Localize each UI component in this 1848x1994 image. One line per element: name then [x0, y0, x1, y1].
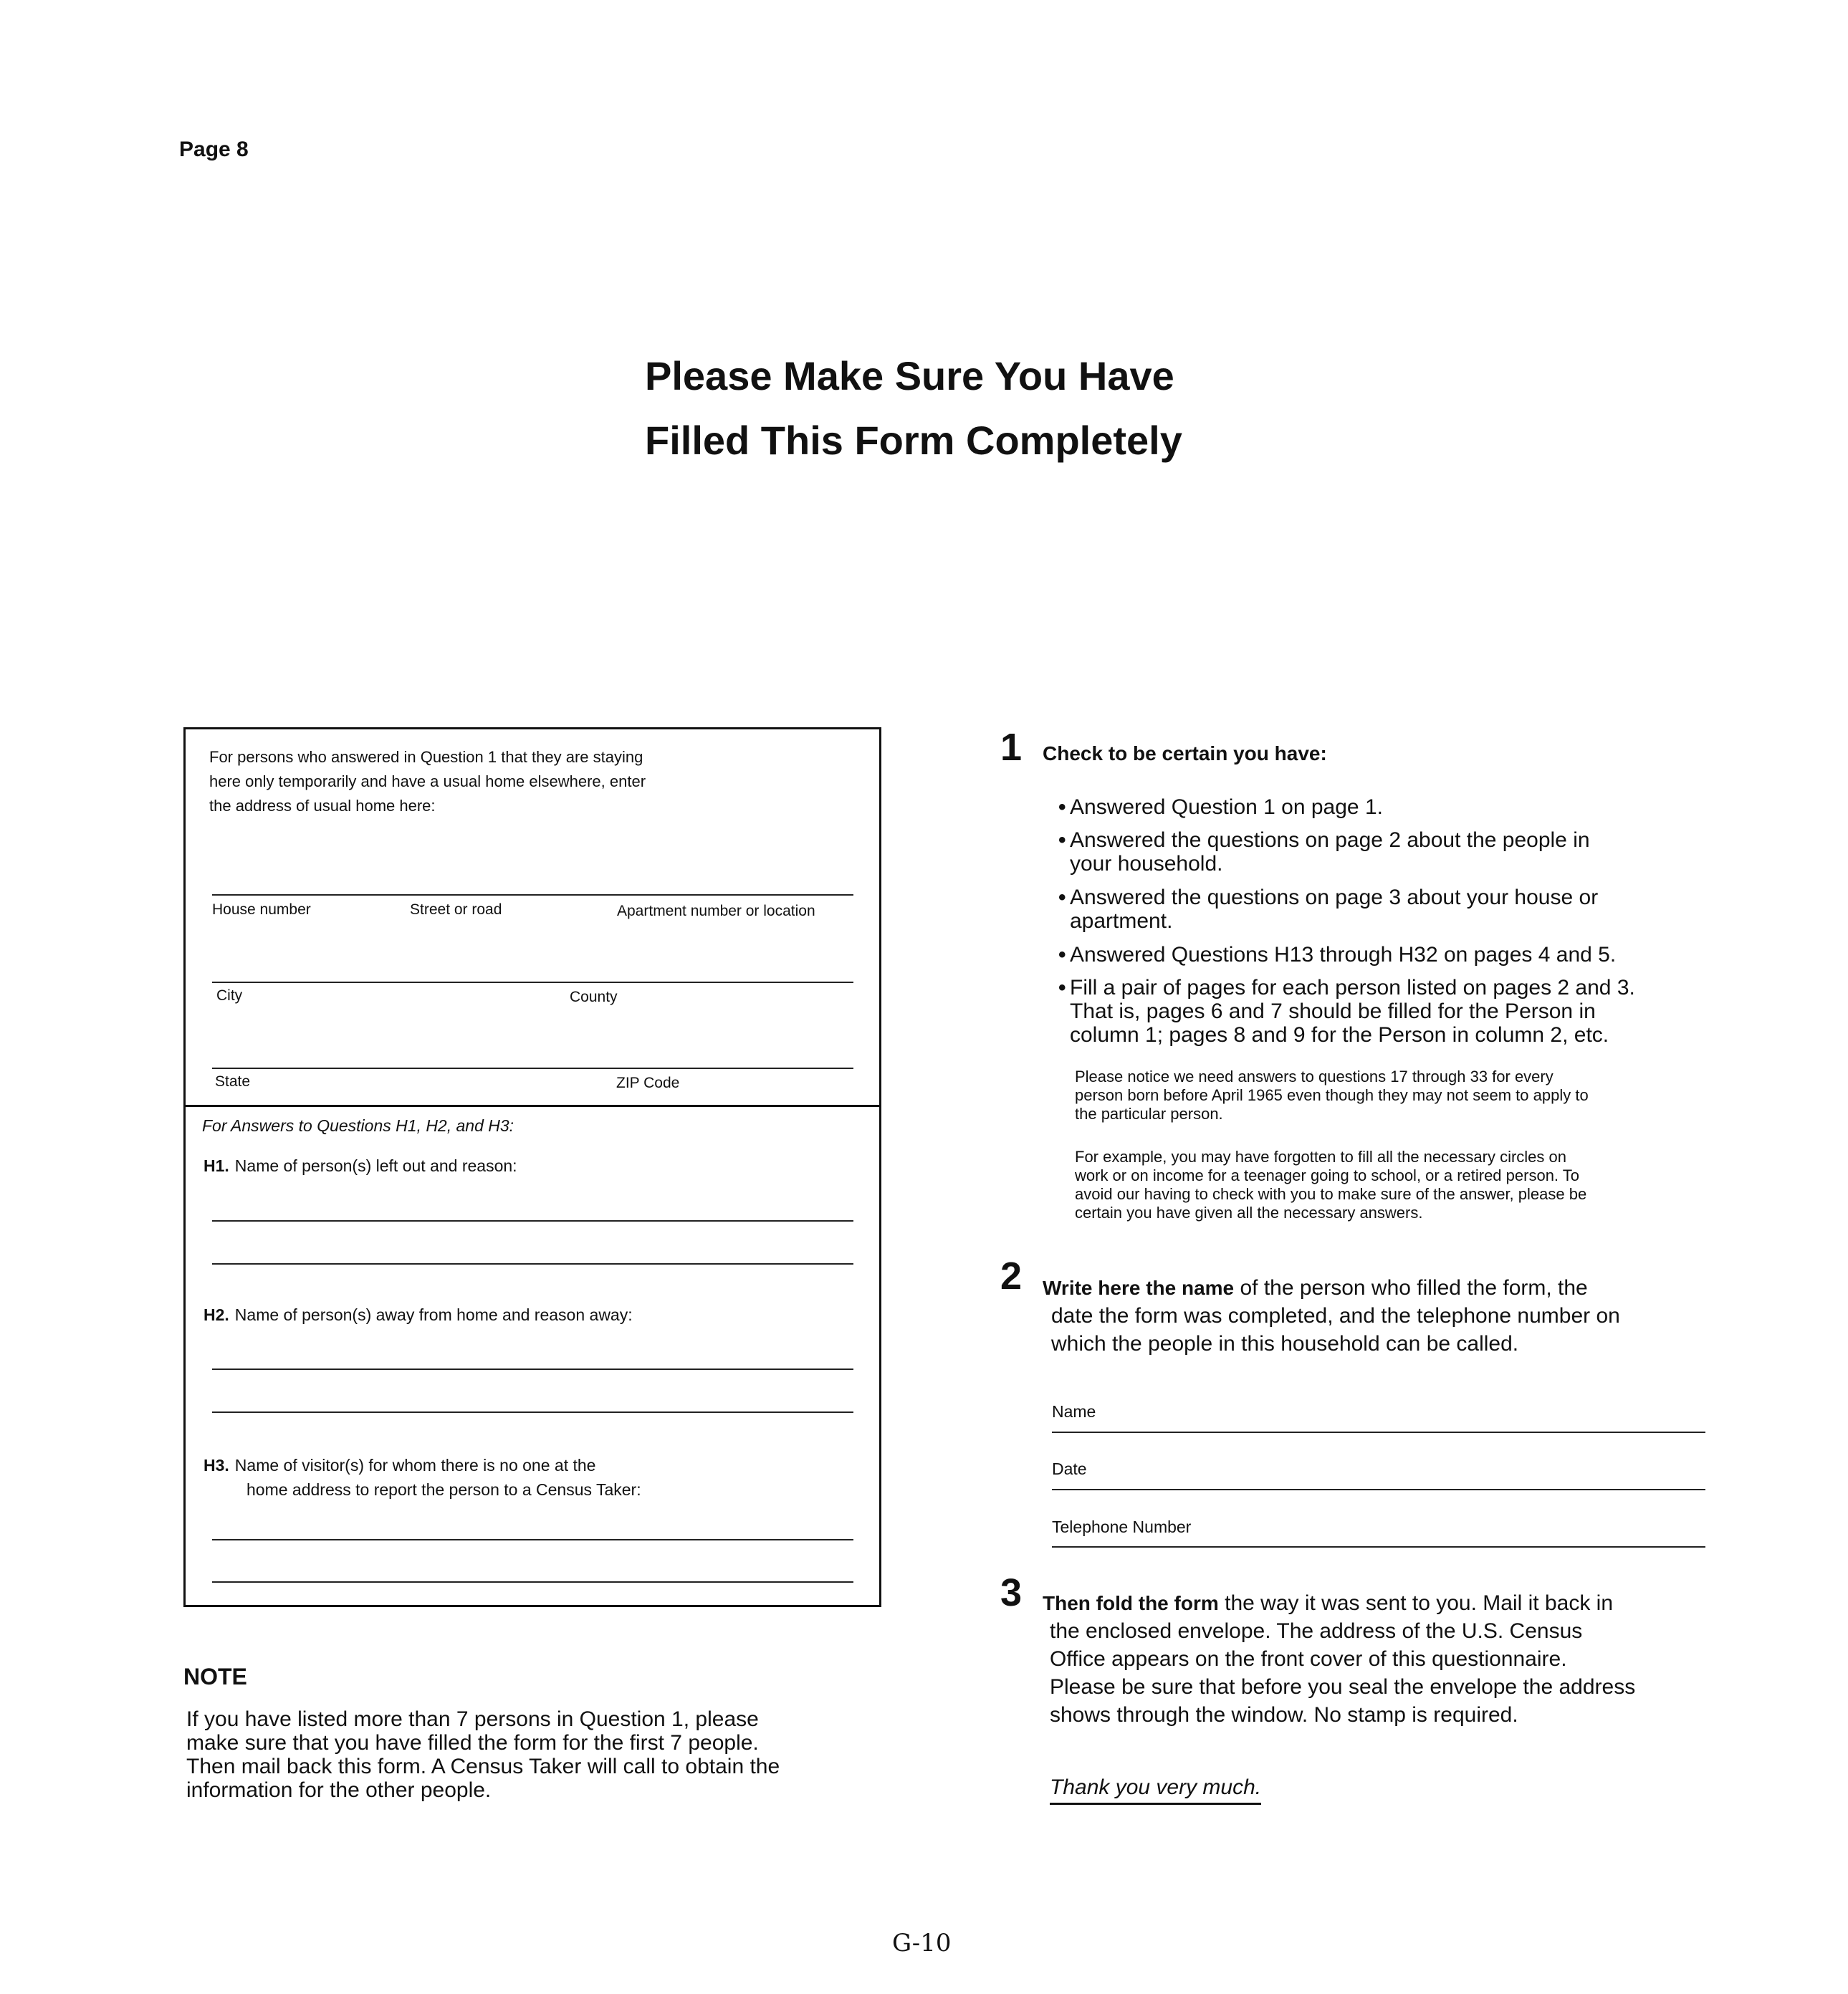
bullet-text-cont: column 1; pages 8 and 9 for the Person in column 2, etc.: [1070, 1023, 1609, 1047]
example-line-4: certain you have given all the necessary answers.: [1075, 1204, 1423, 1222]
h2-question: [204, 1303, 633, 1327]
h3-text-line-1: Name of visitor(s) for whom there is no one at the: [234, 1456, 596, 1475]
bullet-dot: •: [1058, 886, 1066, 909]
bullet-text: Answered the questions on page 2 about the people in: [1070, 828, 1590, 852]
address-line-3[interactable]: [212, 1068, 853, 1069]
bullet-text: Answered Question 1 on page 1.: [1070, 795, 1383, 819]
telephone-label: Telephone Number: [1052, 1518, 1192, 1536]
street-label: Street or road: [410, 901, 502, 918]
note-text: [186, 1707, 874, 1802]
name-label: Name: [1052, 1402, 1096, 1421]
address-line-2[interactable]: [212, 982, 853, 983]
page-title: [645, 344, 1182, 473]
step-1-notice: [1075, 1068, 1720, 1123]
telephone-line[interactable]: [1052, 1546, 1705, 1548]
county-label: County: [570, 989, 618, 1005]
step-1-bullet-4: [1058, 943, 1718, 967]
title-line-1: Please Make Sure You Have: [645, 353, 1174, 398]
footer-page-code: G-10: [892, 1929, 952, 1957]
h1-answer-line-1[interactable]: [212, 1220, 853, 1222]
notice-line-1: Please notice we need answers to questions 17 through 33 for every: [1075, 1068, 1553, 1085]
h2-text: Name of person(s) away from home and reason away:: [234, 1305, 633, 1324]
bullet-dot: •: [1058, 795, 1066, 819]
step-3-line-2: the enclosed envelope. The address of the U.S. Census: [1050, 1619, 1583, 1643]
h1-question: [204, 1154, 517, 1178]
zip-label: ZIP Code: [616, 1075, 680, 1091]
step-2-number: 2: [1000, 1255, 1023, 1298]
step-3-line-4: Please be sure that before you seal the envelope the address: [1050, 1675, 1636, 1699]
step-2-heading: Write here the name: [1043, 1277, 1235, 1299]
note-line-3: Then mail back this form. A Census Taker will call to obtain the: [186, 1755, 780, 1778]
notice-line-3: the particular person.: [1075, 1105, 1223, 1123]
address-intro-line-2: here only temporarily and have a usual home elsewhere, enter: [209, 772, 646, 790]
h1-answer-line-2[interactable]: [212, 1263, 853, 1265]
city-label: City: [216, 987, 243, 1004]
step-3-line-5: shows through the window. No stamp is required.: [1050, 1703, 1518, 1727]
bullet-text-cont: apartment.: [1070, 909, 1173, 933]
step-3-heading: Then fold the form: [1043, 1592, 1219, 1614]
bullet-text: Fill a pair of pages for each person listed on pages 2 and 3.: [1070, 976, 1635, 1000]
example-line-1: For example, you may have forgotten to fill all the necessary circles on: [1075, 1148, 1566, 1166]
step-1-heading: Check to be certain you have:: [1043, 742, 1327, 764]
step-1-bullet-5: [1058, 976, 1718, 1047]
bullet-dot: •: [1058, 828, 1066, 852]
h2-answer-line-2[interactable]: [212, 1411, 853, 1413]
h1-number: H1.: [204, 1156, 229, 1175]
note-line-4: information for the other people.: [186, 1778, 492, 1802]
h3-text-line-2: home address to report the person to a Census Taker:: [246, 1480, 641, 1499]
date-line[interactable]: [1052, 1489, 1705, 1490]
step-1-bullet-3: [1058, 886, 1718, 933]
step-3-line-3: Office appears on the front cover of this questionnaire.: [1050, 1647, 1567, 1671]
page-number: Page 8: [179, 138, 249, 161]
address-intro-line-3: the address of usual home here:: [209, 797, 436, 815]
address-line-1[interactable]: [212, 894, 853, 896]
bullet-dot: •: [1058, 943, 1066, 967]
apartment-label: Apartment number or location: [617, 903, 815, 919]
h2-answer-line-1[interactable]: [212, 1369, 853, 1370]
step-2-line-2: date the form was completed, and the telephone number on: [1051, 1304, 1620, 1328]
house-number-label: House number: [212, 901, 311, 918]
h1-text: Name of person(s) left out and reason:: [234, 1156, 517, 1175]
address-intro-line-1: For persons who answered in Question 1 that they are staying: [209, 748, 643, 766]
address-intro: [209, 745, 854, 818]
example-line-2: work or on income for a teenager going to school, or a retired person. To: [1075, 1166, 1579, 1184]
h3-number: H3.: [204, 1456, 229, 1475]
name-line[interactable]: [1052, 1432, 1705, 1433]
state-label: State: [215, 1073, 251, 1090]
example-line-3: avoid our having to check with you to make sure of the answer, please be: [1075, 1185, 1587, 1203]
note-line-2: make sure that you have filled the form for the first 7 people.: [186, 1731, 759, 1755]
note-line-1: If you have listed more than 7 persons in Question 1, please: [186, 1707, 759, 1731]
h3-question: [204, 1453, 595, 1477]
step-1-number: 1: [1000, 726, 1023, 769]
h3-answer-line-1[interactable]: [212, 1539, 853, 1540]
notice-line-2: person born before April 1965 even though they may not seem to apply to: [1075, 1086, 1589, 1104]
bullet-text: Answered the questions on page 3 about your house or: [1070, 886, 1599, 909]
date-label: Date: [1052, 1459, 1087, 1478]
bullet-text-cont: That is, pages 6 and 7 should be filled for the Person in: [1070, 1000, 1596, 1023]
step-3-line-1: the way it was sent to you. Mail it back in: [1225, 1591, 1614, 1615]
step-1-example: [1075, 1148, 1720, 1222]
title-line-2: Filled This Form Completely: [645, 418, 1182, 463]
step-3-number: 3: [1000, 1571, 1023, 1614]
step-3-text: [1043, 1589, 1702, 1729]
thank-you-text: Thank you very much.: [1050, 1775, 1261, 1805]
step-1-bullet-1: [1058, 795, 1718, 819]
box-divider: [183, 1105, 881, 1107]
bullet-dot: •: [1058, 976, 1066, 1000]
answers-heading: For Answers to Questions H1, H2, and H3:: [202, 1116, 514, 1135]
bullet-text: Answered Questions H13 through H32 on pages 4 and 5.: [1070, 943, 1617, 967]
bullet-text-cont: your household.: [1070, 852, 1223, 876]
h2-number: H2.: [204, 1305, 229, 1324]
step-2-text: [1043, 1274, 1702, 1358]
step-1-bullet-2: [1058, 828, 1718, 876]
step-2-line-3: which the people in this household can be called.: [1051, 1332, 1519, 1356]
step-2-line-1: of the person who filled the form, the: [1240, 1276, 1588, 1300]
h3-answer-line-2[interactable]: [212, 1581, 853, 1583]
note-heading: NOTE: [183, 1664, 247, 1689]
